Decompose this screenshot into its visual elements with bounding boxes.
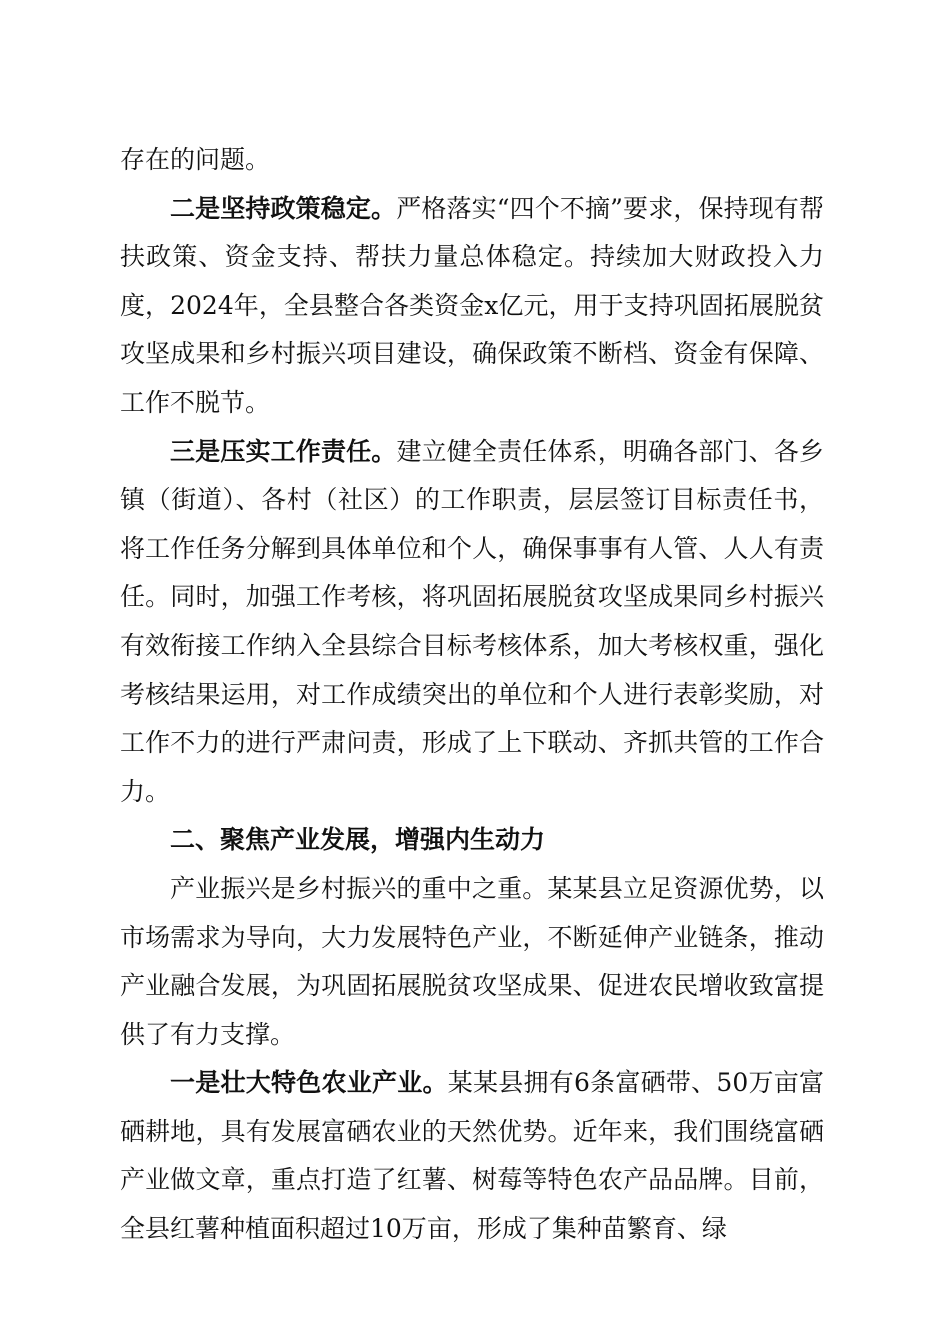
document-body bbox=[120, 136, 824, 1254]
industry-intro-paragraph bbox=[120, 865, 824, 1059]
continuation-text: 存在的问题。 bbox=[120, 145, 271, 174]
agriculture-lead: 一是壮大特色农业产业。 bbox=[170, 1068, 448, 1098]
industry-heading: 二、聚焦产业发展，增强内生动力 bbox=[170, 825, 546, 855]
industry-intro-text: 产业振兴是乡村振兴的重中之重。某某县立足资源优势，以市场需求为导向，大力发展特色产业，不断延伸产业链条，推动产业融合发展，为巩固拓展脱贫攻坚成果、促进农民增收致富提供了有力支撑。 bbox=[120, 873, 824, 1049]
responsibility-paragraph bbox=[120, 428, 824, 817]
agriculture-paragraph bbox=[120, 1059, 824, 1253]
policy-paragraph bbox=[120, 185, 824, 428]
policy-body: 严格落实“四个不摘”要求，保持现有帮扶政策、资金支持、帮扶力量总体稳定。持续加大财政投入力度，2024年，全县整合各类资金x亿元，用于支持巩固拓展脱贫攻坚成果和乡村振兴项目建设，确保政策不断档、资金有保障、工作不脱节。 bbox=[120, 193, 824, 417]
responsibility-body: 建立健全责任体系，明确各部门、各乡镇（街道）、各村（社区）的工作职责，层层签订目标责任书，将工作任务分解到具体单位和个人，确保事事有人管、人人有责任。同时，加强工作考核，将巩固拓展脱贫攻坚成果同乡村振兴有效衔接工作纳入全县综合目标考核体系，加大考核权重，强化考核结果运用，对工作成绩突出的单位和个人进行表彰奖励，对工作不力的进行严肃问责，形成了上下联动、齐抓共管的工作合力。 bbox=[120, 436, 824, 806]
agriculture-body: 某某县拥有6条富硒带、50万亩富硒耕地，具有发展富硒农业的天然优势。近年来，我们围绕富硒产业做文章，重点打造了红薯、树莓等特色农产品品牌。目前，全县红薯种植面积超过10万亩，形成了集种苗繁育、绿 bbox=[120, 1068, 824, 1244]
continuation-paragraph bbox=[120, 136, 824, 185]
responsibility-lead: 三是压实工作责任。 bbox=[170, 436, 397, 466]
policy-lead: 二是坚持政策稳定。 bbox=[170, 193, 397, 223]
